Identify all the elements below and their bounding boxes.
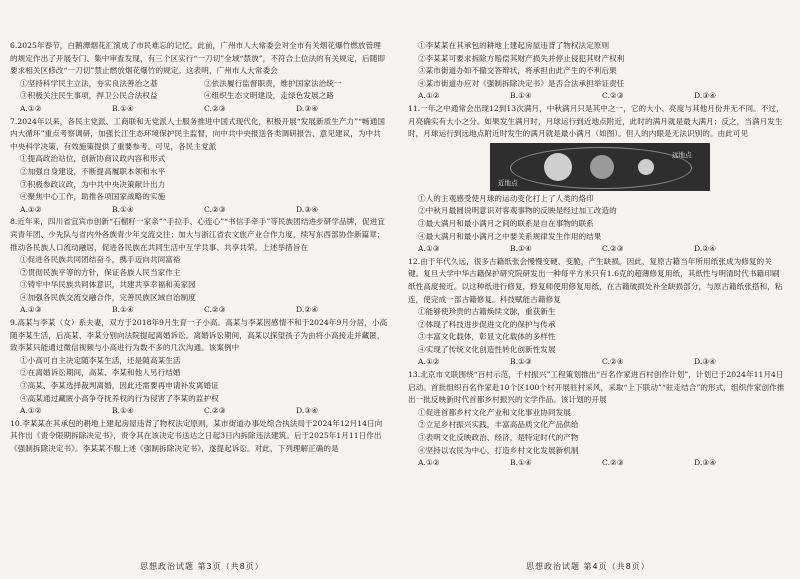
option: ②依法履行监督职责，维护国家法治统一 [204,78,342,88]
choice: D.②④ [296,305,319,315]
option: ④最大满月和最小满月之中要关系规律发生作用的结果 [418,231,602,241]
option: ②在离婚诉讼期间，高某、李某和他人另行结婚 [20,368,181,378]
apogee-label: 远地点 [672,150,692,159]
choice-row [10,103,388,116]
choice: A.①② [20,406,42,416]
option: ④实现了传统文化创造性转化创新性发展 [418,344,556,354]
option: ④高某通过藏匿小高争夺抚养权的行为侵害了李某的监护权 [20,393,219,403]
choice: B.①④ [112,305,134,315]
choice: A.①② [418,458,440,468]
choice: B.①④ [510,244,532,254]
option: ④某市街道办应对《强制拆除决定书》是否合法承担举证责任 [418,78,625,88]
question-stem: 12.由于年代久远，很多古籍纸张会慢慢变硬、变脆，产生缺损。因此，复原古籍当年所用纸张成为修复的关键。复旦大学中华古籍保护研究院研发出一种每平方米只有1.6克的超薄修复用纸，其纸性与明清时代书籍印刷纸性高度接近。以这种纸进行修复，修复师使用修复用纸，在古籍破损处补全缺损部分，与原古籍纸张搭和，粘连，使完成一部古籍修复。科技赋能古籍修复 [408,256,783,304]
choice: C.②④ [602,357,624,367]
choice: C.②③ [204,305,226,315]
choice: A.①② [418,91,440,101]
option: ③表明文化反映政治、经济，是特定时代的产物 [418,433,579,443]
question-10 [10,418,388,456]
question-10-options [408,40,786,103]
option: ③积极关注民生事项，捍卫公民合法权益 [20,91,158,101]
choice: D.③④ [296,103,319,113]
option: ①能够使珍贵的古籍焕续文脉，重获新生 [418,307,556,317]
choice: A.①② [20,103,42,113]
choice: C.②③ [204,204,226,214]
page-footer-left: 思想政治试题 第3页（共8页） [140,562,264,571]
choice-row [10,304,388,317]
page-footer-right: 思想政治试题 第4页（共8页） [526,562,650,571]
question-stem: 6.2025年春节，白鹅潭烟花汇演成了市民难忘的记忆。此前，广州市人大常委会对全市有关烟花爆竹燃放管理的规定作出了开展专门、集中审查发现，有三个区实行“一刀切”全域“禁放”，不符合上位法的有关规定，后随即要求相关区修改“一刀切”禁止燃放烟花爆竹的规定。这表明，广州市人大常委会 [10,41,385,76]
question-stem: 11.一年之中通常会出现12到13次满月，中秋满月只是其中之一，它的大小、亮度与其他月份并无不同。不过，月亮确实有大小之分。如果发生满月时，月球运行到近地点附近，此时的满月就是最大满月；反之，当满月发生时，月球运行到远地点附近时发生的满月就是最小满月（如图）。但人的内眼是无法识别的。由此可见 [408,103,784,139]
moon-orbit-figure [490,143,710,191]
choice-row [408,90,786,103]
choice: D.③④ [296,204,319,214]
choice: A.①③ [418,244,440,254]
option-list [408,193,786,243]
choice-row [408,457,786,470]
choice: B.①③ [510,357,532,367]
option: ③最大满月和最小满月之间的联系是自在事物的联系 [418,218,594,228]
option-row [10,78,388,91]
option: ④组织生态文明建设，走绿色发展之路 [204,91,334,101]
option: ①人的主观感受使月球的运动变化打上了人类的烙印 [418,193,594,203]
choice-row [408,243,786,256]
option-list [10,254,388,304]
choice: B.①④ [112,406,134,416]
choice: B.①④ [510,91,532,101]
choice: B.①④ [112,204,134,214]
choice: C.②③ [602,91,624,101]
choice-row [408,356,786,369]
option-list [408,306,786,356]
choice: B.①④ [510,458,532,468]
option: ①促进首都乡村文化产业和文化事业协同发展 [418,407,571,417]
option: ③铸牢中华民族共同体意识，共建共享幸福和美家园 [20,280,196,290]
choice-row [10,405,388,418]
choice: D.③④ [694,91,717,101]
choice: A.①② [20,204,42,214]
question-8 [10,216,388,317]
question-12 [408,256,786,369]
option: ②加强自身建设，不断提高履职本领和水平 [20,166,166,176]
question-11 [408,103,786,256]
option: ③积极参政议政，为中共中央决策献计出力 [20,179,166,189]
option-list [10,355,388,405]
option: ②李某某可要求拆除方赔偿其财产损失并停止侵犯其财产权利 [418,53,625,63]
question-9 [10,317,388,418]
choice-row [10,204,388,217]
option-list [408,407,786,457]
page-3-column [10,40,388,456]
choice: A.①③ [20,305,42,315]
question-7 [10,116,388,217]
option: ③某市街道办如不撤交答辩状，将承担由此产生的不利后果 [418,66,617,76]
question-stem: 8.近年来，四川省宜宾市创新“石榴籽一家亲”“手拉手、心连心”“书信手牵手”等民族团结进步研学品牌，促进宜宾青年团、少先队与省内外各族青少年交流交往；加大与浙江省农文旅产业合作力度，续写东西部协作新篇章；推动各民族人口流动融居，促进各民族在共同生活中互学共事、共享共荣。上述举措旨在 [10,217,385,252]
choice: D.③④ [694,458,717,468]
question-13 [408,369,786,470]
option: ①小高可自主决定随李某生活，还是随高某生活 [20,355,181,365]
question-stem: 7.2024年以来，各民主党派、工商联和无党派人士服务推进中国式现代化，积极开展“发展新质生产力”“畅通国内大循环”重点考察调研，加强长江生态环境保护民主监督，向中共中央报送各类调研报告、意见建议，为中共中央科学决策、有效施策提供了重要参考。可见，各民主党派 [10,116,385,151]
choice: D.③④ [694,357,717,367]
option-list [408,40,786,90]
question-6 [10,40,388,116]
earth-icon [590,155,614,179]
perigee-label: 近地点 [498,178,518,187]
option: ②立足乡村振兴实践，丰富高品质文化产品供给 [418,420,579,430]
option: ①李某某在其承包的耕地上建起房屋违背了物权法定原则 [418,41,610,50]
smallest-moon [638,159,654,175]
option: ③高某、李某选择裁判离婚，因此还需要再申请补发离婚证 [20,381,219,391]
choice: C.②③ [602,458,624,468]
option: ①坚持科学民主立法，夯实良法善治之基 [20,78,158,88]
option: ④聚焦中心工作，助推各项国家战略的实施 [20,192,166,202]
option: ②中秋月最圆说明意识对客观事物的反映是经过加工改造的 [418,206,617,216]
choice: C.②③ [602,244,624,254]
choice: C.②③ [204,406,226,416]
page-4-column [408,40,786,470]
option: ②贯彻民族平等的方针，保证各族人民当家作主 [20,267,181,277]
option: ③丰富文化载体，彰显文化载体的多样性 [418,332,556,342]
question-stem: 9.高某与李某（女）系夫妻，双方于2018年9月生育一子小高。高某与李某因感情不和于2024年9月分居，小高随李某生活，后高某、李某分别向法院提起离婚诉讼。离婚诉讼期间，高某以探望孩子为由将小高接走并藏匿，致李某只能通过微信视频与小高进行为数不多的几次沟通。该案例中 [10,318,388,353]
option: ①促进各民族共同团结奋斗，携手迈向共同富裕 [20,255,181,265]
option: ④加强各民族交流交融合作，完善民族区域自治制度 [20,292,196,302]
option: ④坚持以农民为中心，打造乡村文化发展新机制 [418,445,579,455]
option: ②体现了科技进步促进文化的保护与传承 [418,319,556,329]
choice: B.①④ [112,103,134,113]
choice: C.②③ [204,103,226,113]
question-stem: 10.李某某在其承包的耕地上建起房屋违背了物权法定原则，某市街道办事处综合执法局于2024年12月14日向其作出《责令限期拆除决定书》，责令其在该决定书送达之日起3日内拆除违法建筑。后于2025年1月11日作出《强制拆除决定书》。李某某不服上述《强制拆除决定书》，遂提起诉讼。对此，下列理解正确的是 [10,418,383,453]
choice: D.②④ [694,244,717,254]
option-row [10,90,388,103]
choice: D.③④ [296,406,319,416]
largest-moon [544,153,572,181]
choice: A.①② [418,357,440,367]
option: ①提高政治站位，创新协商议政内容和形式 [20,154,166,164]
question-stem: 13.北京市文联围绕“百村示范，千村振兴”工程策划推出“百名作家进百村创作计划”，计划已于2024年11月4日启动。首批组织百名作家赴10个区100个村开展驻村采风，采取“上下联动”“驻走结合”的形式，组织作家创作推出一批反映新时代首都乡村振兴的文学作品。该计划的开展 [408,370,785,405]
option-list [10,153,388,203]
